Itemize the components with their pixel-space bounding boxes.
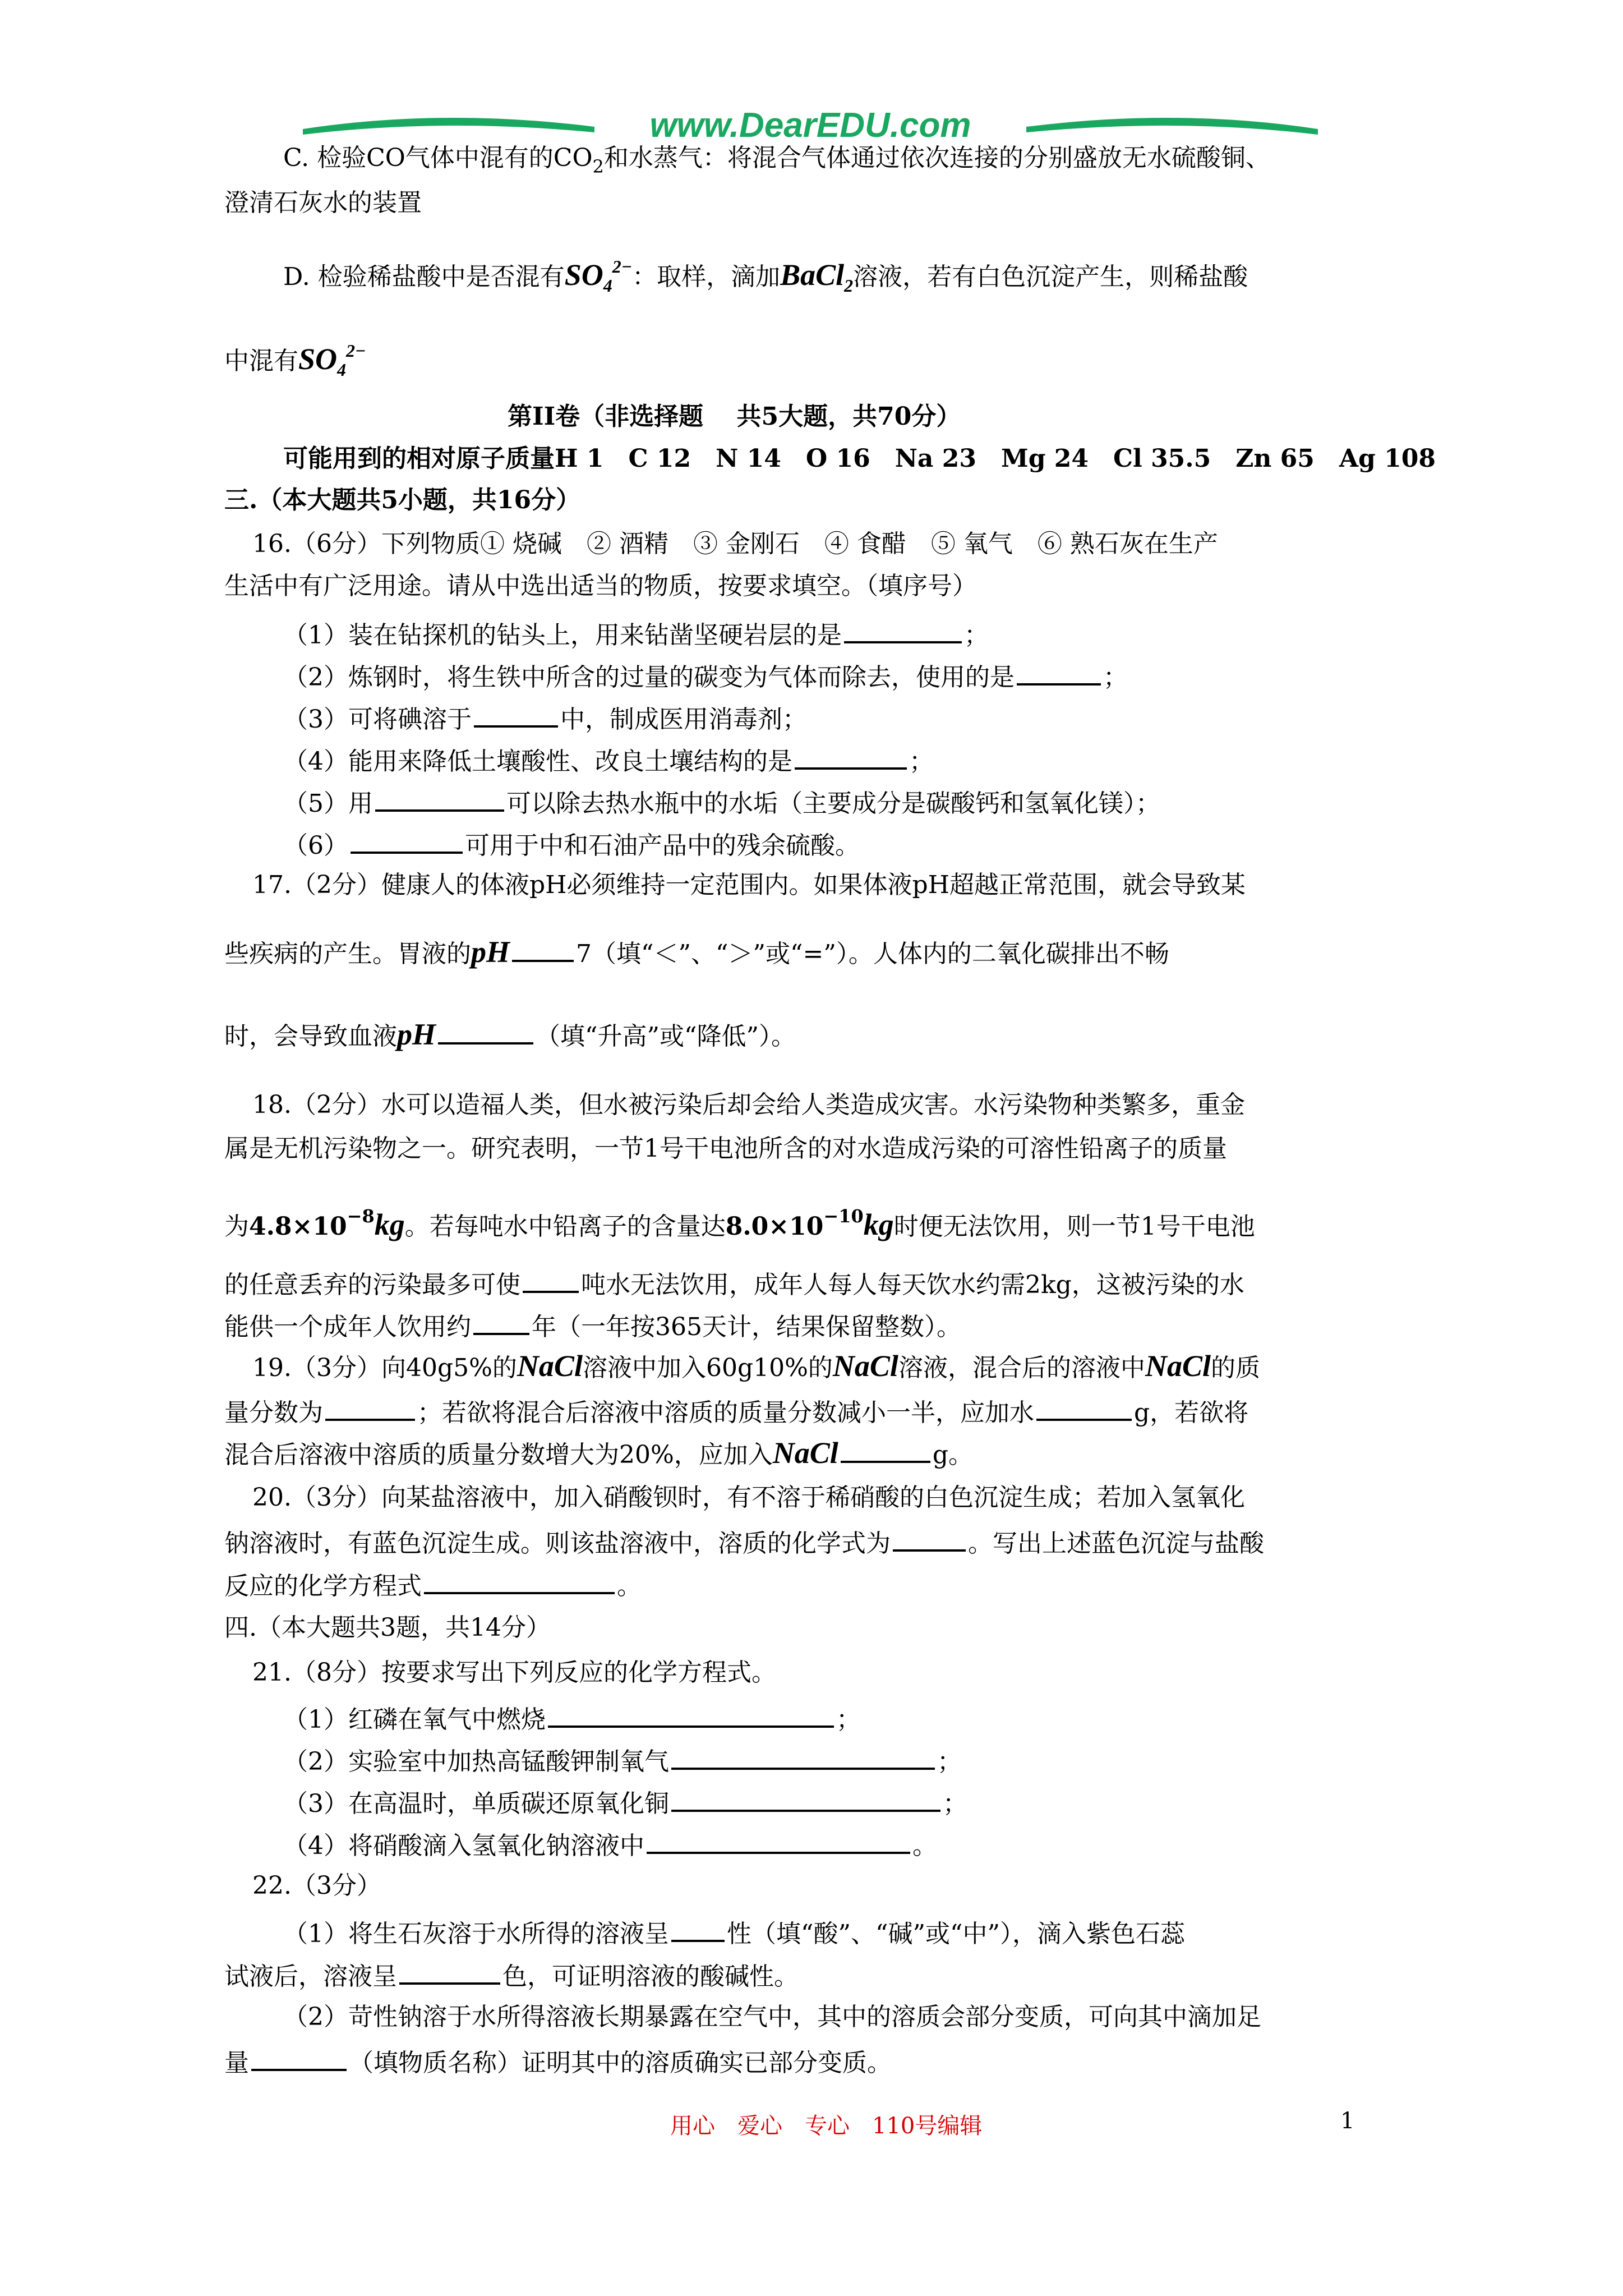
q18-line2: 属是无机污染物之一。研究表明，一节1号干电池所含的对水造成污染的可溶性铅离子的质量: [224, 1134, 1227, 1163]
answer-blank[interactable]: [844, 615, 962, 643]
page-number: 1: [1340, 2108, 1355, 2134]
q21-item3: （3）在高温时，单质碳还原氧化铜 ；: [283, 1784, 967, 1821]
answer-blank[interactable]: [424, 1566, 615, 1594]
answer-blank[interactable]: [523, 1265, 579, 1293]
q16-item3: （3）可将碘溶于 中，制成医用消毒剂；: [283, 700, 807, 737]
section3-title: 三.（本大题共5小题，共16分）: [224, 486, 581, 514]
q15-d-line1: D. 检验稀盐酸中是否混有$SO_4^{2-}$：取样，滴加BaCl$_2$溶液，若有白色沉淀产生，则稀盐酸: [283, 256, 1248, 296]
q16-line2: 生活中有广泛用途。请从中选出适当的物质，按要求填空。（填序号）: [224, 572, 977, 600]
answer-blank[interactable]: [375, 784, 504, 812]
q17-line2: 些疾病的产生。胃液的pH 7（填“＜”、“＞”或“=”）。人体内的二氧化碳排出不畅: [224, 935, 1169, 969]
answer-blank[interactable]: [647, 1826, 910, 1854]
q19-line1: 19.（3分）向40g5%的NaCl溶液中加入60g10%的NaCl溶液，混合后的溶液中NaCl的质: [252, 1349, 1260, 1383]
answer-blank[interactable]: [474, 700, 558, 728]
answer-blank[interactable]: [399, 1957, 500, 1985]
answer-blank[interactable]: [671, 1914, 725, 1942]
q16-item6: （6） 可用于中和石油产品中的残余硫酸。: [283, 826, 860, 863]
q21-item4: （4）将硝酸滴入氢氧化钠溶液中 。: [283, 1826, 937, 1863]
answer-blank[interactable]: [325, 1393, 415, 1421]
q19-line3: 混合后溶液中溶质的质量分数增大为20%，应加入NaCl g。: [224, 1436, 973, 1470]
section4-title: 四.（本大题共3题，共14分）: [224, 1613, 551, 1642]
q15-c-line1: C. 检验CO气体中混有的$CO_2$和水蒸气：将混合气体通过依次连接的分别盛放无水硫酸铜、: [283, 144, 1270, 177]
answer-blank[interactable]: [671, 1784, 940, 1812]
answer-blank[interactable]: [893, 1524, 966, 1552]
atomic-masses: 可能用到的相对原子质量H 1 C 12 N 14 O 16 Na 23 Mg 24 Cl 35.5 Zn 65 Ag 108: [283, 444, 1436, 473]
q16-item5: （5）用 可以除去热水瓶中的水垢（主要成分是碳酸钙和氢氧化镁）；: [283, 784, 1160, 821]
q22-item1-line2: 试液后，溶液呈 色，可证明溶液的酸碱性。: [224, 1957, 799, 1994]
q21-item1: （1）红磷在氧气中燃烧 ；: [283, 1700, 861, 1737]
q18-line5: 能供一个成年人饮用约 年（一年按365天计，结果保留整数）。: [224, 1307, 961, 1344]
q22-title: 22.（3分）: [252, 1871, 381, 1900]
answer-blank[interactable]: [351, 826, 463, 854]
q16-item1: （1）装在钻探机的钻头上，用来钻凿坚硬岩层的是 ；: [283, 615, 989, 652]
q22-item2-line2: 量 （填物质名称）证明其中的溶质确实已部分变质。: [224, 2043, 892, 2080]
q21-title: 21.（8分）按要求写出下列反应的化学方程式。: [252, 1658, 776, 1687]
answer-blank[interactable]: [548, 1700, 834, 1728]
q20-line3: 反应的化学方程式 。: [224, 1566, 642, 1603]
answer-blank[interactable]: [251, 2043, 347, 2071]
q16-item2: （2）炼钢时，将生铁中所含的过量的碳变为气体而除去，使用的是 ；: [283, 657, 1128, 694]
answer-blank[interactable]: [438, 1016, 533, 1045]
q20-line2: 钠溶液时，有蓝色沉淀生成。则该盐溶液中，溶质的化学式为 。写出上述蓝色沉淀与盐酸: [224, 1524, 1264, 1561]
q17-line1: 17.（2分）健康人的体液pH必须维持一定范围内。如果体液pH超越正常范围，就会导致某: [252, 871, 1246, 899]
q18-line3: 为$4.8\times 10^{-8}kg$。若每吨水中铅离子的含量达$8.0\times 10^{-10}kg$时便无法饮用，则一节1号干电池: [224, 1205, 1255, 1241]
q15-c-line2: 澄清石灰水的装置: [224, 188, 422, 217]
q18-line1: 18.（2分）水可以造福人类，但水被污染后却会给人类造成灾害。水污染物种类繁多，重金: [252, 1091, 1245, 1119]
answer-blank[interactable]: [671, 1742, 935, 1770]
q20-line1: 20.（3分）向某盐溶液中，加入硝酸钡时，有不溶于稀硝酸的白色沉淀生成；若加入氢氧化: [252, 1483, 1245, 1512]
q22-item1-line1: （1）将生石灰溶于水所得的溶液呈 性（填“酸”、“碱”或“中”），滴入紫色石蕊: [283, 1914, 1185, 1951]
part2-title: 第II卷（非选择题 共5大题，共70分）: [508, 402, 961, 431]
logo-text: www.DearEDU.com: [649, 106, 971, 145]
q19-line2: 量分数为 ；若欲将混合后溶液中溶质的质量分数减小一半，应加水 g，若欲将: [224, 1393, 1248, 1430]
q16-line1: 16.（6分）下列物质① 烧碱 ② 酒精 ③ 金刚石 ④ 食醋 ⑤ 氧气 ⑥ 熟石灰在生产: [252, 530, 1218, 558]
answer-blank[interactable]: [1036, 1393, 1132, 1421]
answer-blank[interactable]: [473, 1307, 529, 1335]
q16-item4: （4）能用来降低土壤酸性、改良土壤结构的是 ；: [283, 742, 934, 779]
answer-blank[interactable]: [841, 1435, 930, 1463]
q21-item2: （2）实验室中加热高锰酸钾制氧气 ；: [283, 1742, 962, 1779]
q22-item2-line1: （2）苛性钠溶于水所得溶液长期暴露在空气中，其中的溶质会部分变质，可向其中滴加足: [283, 2003, 1261, 2031]
footer-text: 用心 爱心 专心 110号编辑: [670, 2113, 983, 2139]
answer-blank[interactable]: [795, 742, 907, 770]
q15-d-line2: 中混有$SO_4^{2-}$: [224, 341, 366, 380]
answer-blank[interactable]: [512, 934, 574, 962]
q17-line3: 时，会导致血液pH （填“升高”或“降低”）。: [224, 1018, 796, 1051]
q18-line4: 的任意丢弃的污染最多可使 吨水无法饮用，成年人每人每天饮水约需2kg，这被污染的水: [224, 1265, 1244, 1302]
answer-blank[interactable]: [1017, 657, 1101, 685]
